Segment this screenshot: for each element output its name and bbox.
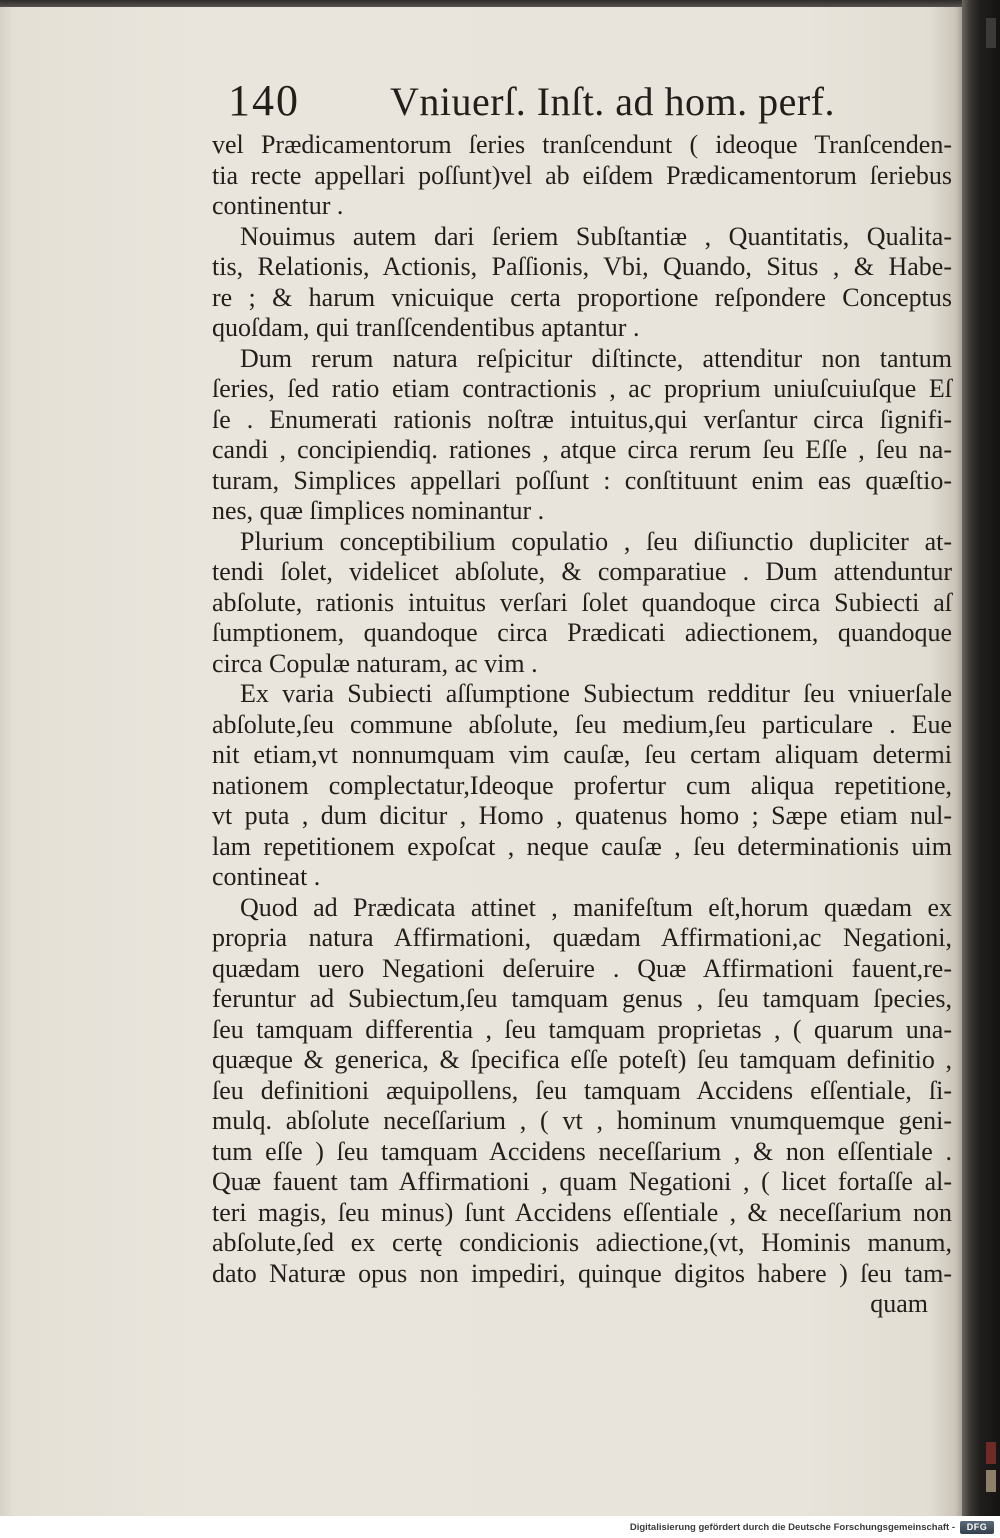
text-line: abſolute, rationis intuitus verſari ſolet quandoque circa Subiecti aſ [212,587,952,617]
text-line: Quod ad Prædicata attinet , manifeſtum eſt,horum quædam ex [240,892,952,922]
text-line: tendi ſolet, videlicet abſolute, & comparatiue . Dum attenduntur [212,557,952,586]
text-line: candi , concipiendiq. rationes , atque circa rerum ſeu Eſſe , ſeu na- [212,435,952,464]
text-line: Dum rerum natura reſpicitur diſtincte, attenditur non tantum [240,343,952,373]
text-line: vel Prædicamentorum ſeries tranſcendunt ( ideoque Tranſcenden- [212,130,952,159]
text-line: Nouimus autem dari ſeriem Subſtantiæ , Quantitatis, Qualita- [240,221,952,251]
page-number: 140 [228,76,300,125]
scan-ruler-mark [986,1442,996,1464]
text-line: circa Copulæ naturam, ac vim . [212,648,538,678]
scan-ruler-mark [986,1470,996,1492]
running-title: Vniuerſ. Inſt. ad hom. perf. [390,79,835,124]
text-line: nes, quæ ſimplices nominantur . [212,496,545,525]
page-header [0,0,960,130]
text-line: mulq. abſolute neceſſarium , ( vt , hominum vnumquemque geni- [212,1106,952,1135]
text-line: propria natura Affirmationi, quædam Affirmationi,ac Negationi, [212,923,952,952]
text-line: dato Naturæ opus non impediri, quinque digitos habere ) ſeu tam- [212,1258,952,1288]
text-line: continentur . [212,191,344,220]
paragraph [212,527,952,680]
dfg-logo: DFG [960,1521,994,1534]
text-line: Quæ fauent tam Affirmationi , quam Negationi , ( licet fortaſſe al- [212,1167,952,1196]
text-line: tis, Relationis, Actionis, Paſſionis, Vbi, Quando, Situs , & Habe- [212,252,952,281]
scan-ruler-mark [986,18,996,48]
text-line: abſolute,ſed ex certę condicionis adiectione,(vt, Hominis manum, [212,1228,952,1257]
text-line: teri magis, ſeu minus) ſunt Accidens eſſentiale , & neceſſarium non [212,1197,952,1227]
text-line: ſeu tamquam differentia , ſeu tamquam proprietas , ( quarum una- [212,1014,952,1044]
text-line: turam, Simplices appellari poſſunt : conſtituunt enim eas quæſtio- [212,465,952,495]
text-line: quæque & generica, & ſpecifica eſſe poteſt) ſeu tamquam definitio , [212,1045,952,1074]
catchword: quam [870,1289,928,1318]
funding-note: Digitalisierung gefördert durch die Deutsche Forschungsgemeinschaft - [629,1522,955,1533]
paragraph [212,222,952,344]
text-line: Plurium conceptibilium copulatio , ſeu diſiunctio dupliciter at- [240,526,952,556]
text-line: tia recte appellari poſſunt)vel ab eiſdem Prædicamentorum ſeriebus [212,160,952,190]
paragraph [212,130,952,222]
text-line: feruntur ad Subiectum,ſeu tamquam genus , ſeu tamquam ſpecies, [212,984,952,1013]
text-line: ſumptionem, quandoque circa Prædicati adiectionem, quandoque [212,618,952,647]
paragraph [212,893,952,1290]
text-line: ſeries, ſed ratio etiam contractionis , ac proprium uniuſcuiuſque Eſ [212,374,952,403]
text-line: lam repetitionem expoſcat , neque cauſæ , ſeu determinationis uim [212,831,952,861]
text-line: ſe . Enumerati rationis noſtræ intuitus,qui verſantur circa ſignifi- [212,404,952,434]
text-line: re ; & harum vnicuique certa proportione reſpondere Conceptus [212,282,952,312]
text-line: contineat . [212,862,321,891]
book-binding-edge [962,0,1000,1516]
text-line: nit etiam,vt nonnumquam vim cauſæ, ſeu certam aliquam determi [212,740,952,769]
text-line: ſeu definitioni æquipollens, ſeu tamquam Accidens eſſentiale, ſi- [212,1075,952,1105]
text-line: quædam uero Negationi deſeruire . Quæ Affirmationi fauent,re- [212,953,952,983]
paragraph [212,344,952,527]
text-line: tum eſſe ) ſeu tamquam Accidens neceſſarium , & non eſſentiale . [212,1136,952,1166]
text-line: Ex varia Subiecti aſſumptione Subiectum redditur ſeu vniuerſale [240,679,952,708]
text-line: vt puta , dum dicitur , Homo , quatenus homo ; Sæpe etiam nul- [212,801,952,830]
text-line: nationem complectatur,Ideoque profertur cum aliqua repetitione, [212,770,952,800]
paragraph [212,679,952,893]
text-line: quoſdam, qui tranſſcendentibus aptantur . [212,313,640,342]
body-text [212,130,952,1320]
digitization-footer [0,1516,1000,1538]
text-line: abſolute,ſeu commune abſolute, ſeu medium,ſeu particulare . Eue [212,709,952,739]
